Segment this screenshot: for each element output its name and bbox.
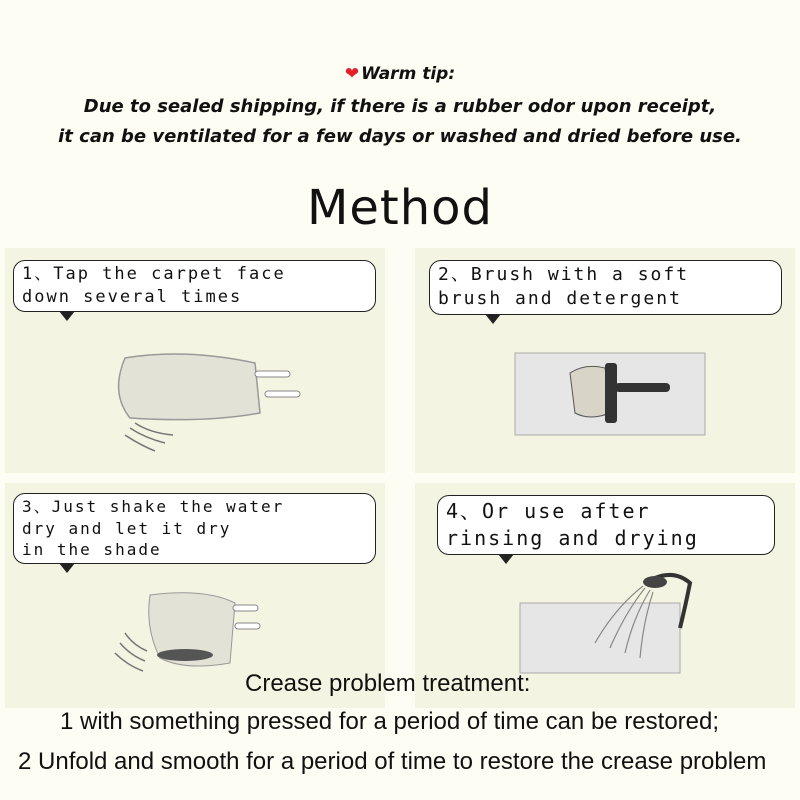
step-3-line3: in the shade	[22, 540, 162, 560]
step-3-line1: 3、Just shake the water	[22, 497, 285, 516]
brushing-illustration	[510, 343, 710, 443]
step-2-panel	[415, 248, 795, 473]
step-1-bubble	[13, 260, 376, 312]
step-1-line2: down several times	[22, 286, 243, 307]
heart-icon: ❤	[344, 64, 360, 84]
rinsing-illustration	[515, 568, 715, 678]
step-2-line2: brush and detergent	[438, 288, 682, 310]
step-4-line2: rinsing and drying	[446, 526, 699, 550]
step-1-panel	[5, 248, 385, 473]
step-4-line1: 4、Or use after	[446, 499, 651, 523]
method-heading: Method	[306, 180, 494, 236]
step-2-bubble	[429, 260, 782, 315]
warm-tip-line1: Due to sealed shipping, if there is a rubber odor upon receipt,	[83, 96, 717, 117]
step-4-bubble	[437, 495, 775, 555]
crease-line1: 1 with something pressed for a period of time can be restored;	[60, 708, 720, 735]
warm-tip-title-text: Warm tip:	[361, 64, 456, 84]
step-1-line1: 1、Tap the carpet face	[22, 264, 286, 284]
tapping-carpet-illustration	[95, 343, 335, 463]
step-3-bubble	[13, 493, 376, 564]
warm-tip-title	[0, 64, 800, 84]
step-3-line2: dry and let it dry	[22, 518, 232, 538]
crease-line2: 2 Unfold and smooth for a period of time to restore the crease problem	[18, 748, 767, 775]
crease-title: Crease problem treatment:	[245, 670, 531, 697]
step-2-line1: 2、Brush with a soft	[438, 264, 690, 285]
warm-tip-line2: it can be ventilated for a few days or washed and dried before use.	[58, 126, 742, 147]
